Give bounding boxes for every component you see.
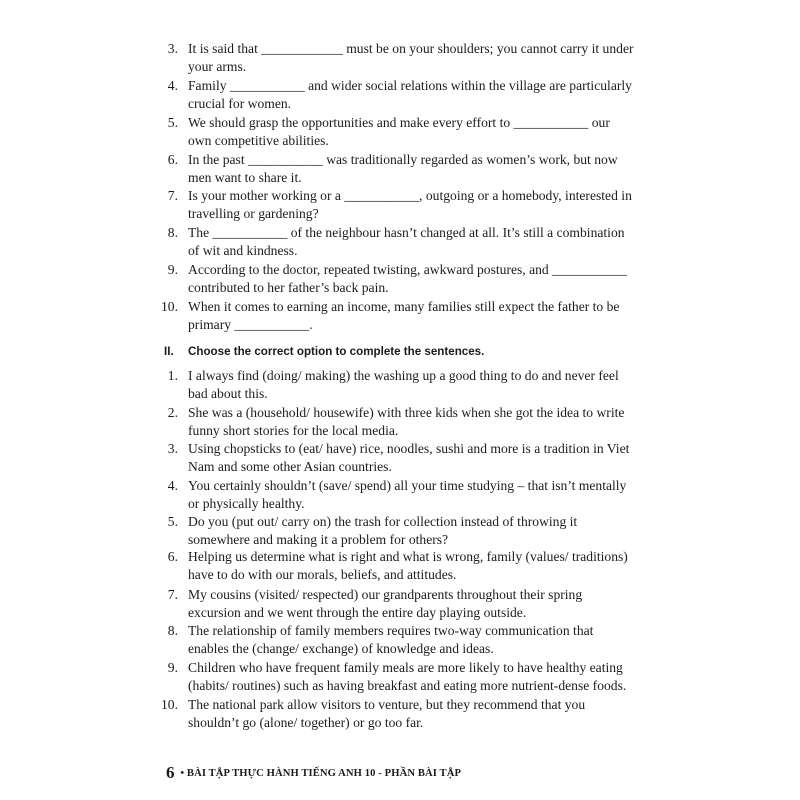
section-heading (164, 344, 484, 360)
item-number: 10. (161, 697, 178, 712)
item-text: When it comes to earning an income, many families still expect the father to be primary ___________. (188, 299, 620, 332)
item-number: 5. (167, 514, 178, 529)
item-number: 4. (167, 78, 178, 93)
item-number: 3. (167, 441, 178, 456)
item-text: We should grasp the opportunities and make every effort to ___________ our own competitive abilities. (188, 115, 610, 148)
page-number: 6 (166, 763, 175, 782)
page-footer (166, 764, 461, 783)
item-text: The relationship of family members requires two-way communication that enables the (change/ exchange) of knowledge and ideas. (188, 623, 594, 656)
item-number: 5. (167, 115, 178, 130)
item-text: My cousins (visited/ respected) our grandparents throughout their spring excursion and we went through the entire day playing outside. (188, 587, 583, 620)
item-text: Family ___________ and wider social relations within the village are particularly crucial for women. (188, 78, 632, 111)
item-text: The national park allow visitors to venture, but they recommend that you shouldn’t go (alone/ together) or go too far. (188, 697, 586, 730)
item-text: Using chopsticks to (eat/ have) rice, noodles, sushi and more is a tradition in Viet Nam and some other Asian countries. (188, 441, 630, 474)
item-number: 1. (167, 368, 178, 383)
item-number: 6. (167, 152, 178, 167)
item-text: According to the doctor, repeated twisting, awkward postures, and ___________ contributed to her father’s back pain. (188, 262, 627, 295)
item-number: 8. (167, 623, 178, 638)
item-text: You certainly shouldn’t (save/ spend) all your time studying – that isn’t mentally or physically healthy. (188, 478, 627, 511)
item-number: 4. (167, 478, 178, 493)
item-text: Helping us determine what is right and what is wrong, family (values/ traditions) have to do with our morals, beliefs, and attitudes. (188, 549, 628, 582)
item-text: Do you (put out/ carry on) the trash for collection instead of throwing it somewhere and making it a problem for others? (188, 514, 578, 547)
item-text: The ___________ of the neighbour hasn’t changed at all. It’s still a combination of wit and kindness. (188, 225, 625, 258)
item-number: 7. (167, 188, 178, 203)
item-text: I always find (doing/ making) the washing up a good thing to do and never feel bad about this. (188, 368, 619, 401)
item-number: 9. (167, 262, 178, 277)
item-text: She was a (household/ housewife) with three kids when she got the idea to write funny short stories for the local media. (188, 405, 625, 438)
item-number: 3. (167, 41, 178, 56)
item-text: Is your mother working or a ___________, outgoing or a homebody, interested in travelling or gardening? (188, 188, 632, 221)
item-number: 6. (167, 549, 178, 564)
footer-bullet: • (180, 768, 185, 779)
item-number: 2. (167, 405, 178, 420)
book-title: BÀI TẬP THỰC HÀNH TIẾNG ANH 10 - PHẦN BÀI TẬP (186, 768, 462, 779)
section-instruction: Choose the correct option to complete the sentences. (188, 345, 485, 358)
section-number: II. (164, 345, 174, 358)
item-text: It is said that ____________ must be on your shoulders; you cannot carry it under your arms. (188, 41, 634, 74)
item-text: Children who have frequent family meals are more likely to have healthy eating (habits/ routines) such as having breakfast and eating more nutrient-dense foods. (188, 660, 627, 693)
item-text: In the past ___________ was traditionally regarded as women’s work, but now men want to share it. (188, 152, 618, 185)
item-number: 10. (161, 299, 178, 314)
item-number: 8. (167, 225, 178, 240)
item-number: 9. (167, 660, 178, 675)
item-number: 7. (167, 587, 178, 602)
